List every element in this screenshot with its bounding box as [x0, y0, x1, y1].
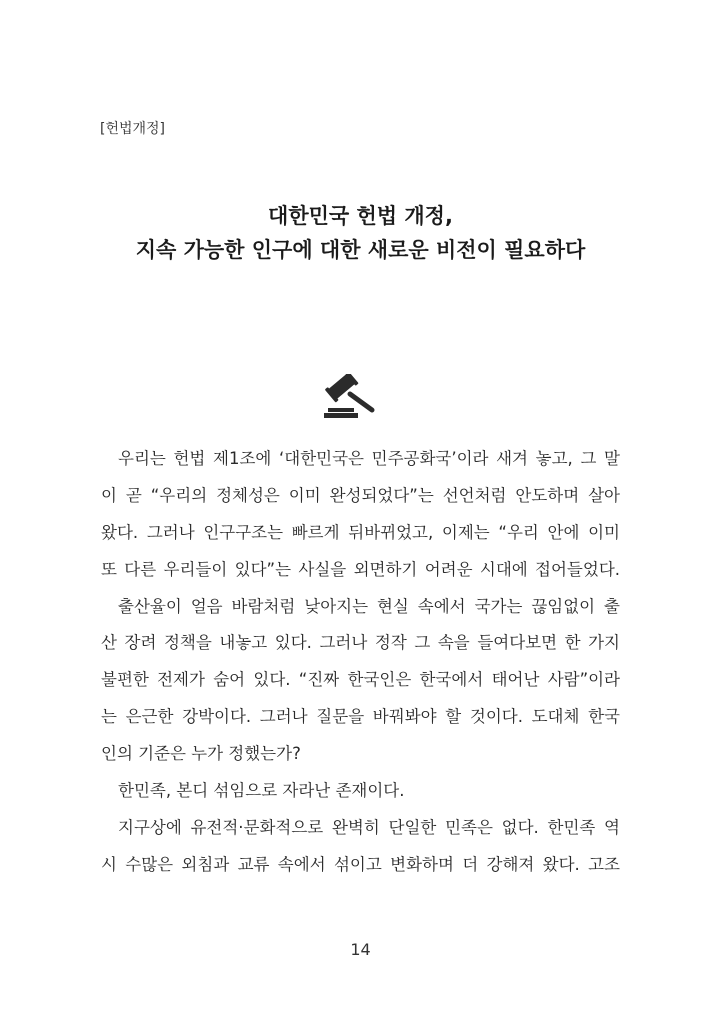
title-line-2: 지속 가능한 인구에 대한 새로운 비전이 필요하다 [135, 238, 586, 262]
body-line: 인의 기준은 누가 정했는가? [101, 744, 301, 764]
body-line: 이 곧 “우리의 정체성은 이미 완성되었다”는 선언처럼 안도하며 살아 [101, 485, 620, 505]
body-line: 왔다. 그러나 인구구조는 빠르게 뒤바뀌었고, 이제는 “우리 안에 이미 [101, 522, 620, 542]
gavel-icon [322, 374, 378, 420]
body-line: 산 장려 정책을 내놓고 있다. 그러나 정작 그 속을 들여다보면 한 가지 [101, 633, 620, 653]
body-line: 또 다른 우리들이 있다”는 사실을 외면하기 어려운 시대에 접어들었다. [101, 559, 620, 579]
body-line: 는 은근한 강박이다. 그러나 질문을 바꿔봐야 할 것이다. 도대체 한국 [101, 707, 620, 727]
body-line: 시 수많은 외침과 교류 속에서 섞이고 변화하며 더 강해져 왔다. 고조 [101, 854, 620, 874]
body-line: 우리는 헌법 제1조에 ‘대한민국은 민주공화국’이라 새겨 놓고, 그 말 [118, 449, 620, 468]
body-line: 불편한 전제가 숨어 있다. “진짜 한국인은 한국에서 태어난 사람”이라 [101, 670, 620, 690]
page-number: 14 [350, 940, 371, 959]
body-line: 출산율이 얼음 바람처럼 낮아지는 현실 속에서 국가는 끊임없이 출 [118, 596, 620, 616]
body-line: 지구상에 유전적·문화적으로 완벽히 단일한 민족은 없다. 한민족 역 [118, 817, 620, 837]
title-line-1: 대한민국 헌법 개정, [268, 204, 453, 228]
body-line: 한민족, 본디 섞임으로 자라난 존재이다. [118, 781, 405, 801]
section-tag: [헌법개정] [100, 121, 166, 137]
body-text [101, 444, 620, 887]
